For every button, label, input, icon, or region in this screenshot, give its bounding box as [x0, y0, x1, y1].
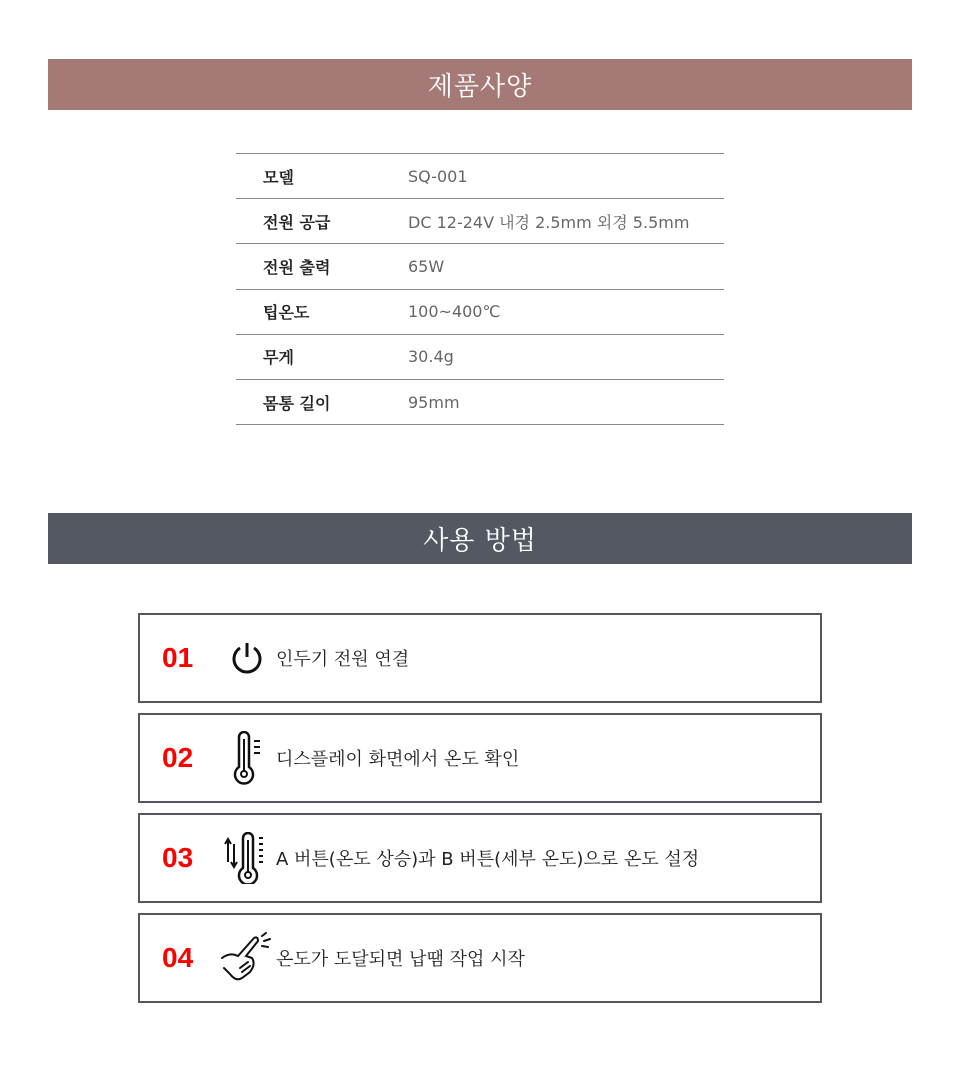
step-number: 02 [162, 742, 194, 773]
thermometer-icon [218, 731, 276, 785]
spec-label: 몸통 길이 [263, 393, 331, 413]
table-row [236, 244, 724, 289]
step-text: A 버튼(온도 상승)과 B 버튼(세부 온도)으로 온도 설정 [276, 849, 700, 870]
step-text: 온도가 도달되면 납땜 작업 시작 [276, 949, 525, 970]
table-row [236, 290, 724, 335]
usage-section-header [48, 513, 912, 564]
table-row [236, 335, 724, 380]
power-icon [218, 641, 276, 675]
step-text: 인두기 전원 연결 [276, 649, 410, 670]
spec-value: 95mm [408, 392, 460, 412]
usage-title: 사용 방법 [423, 526, 537, 556]
thermometer-adjust-icon [218, 832, 276, 884]
table-row [236, 199, 724, 244]
spec-value: DC 12-24V 내경 2.5mm 외경 5.5mm [408, 212, 690, 232]
spec-label: 전원 공급 [263, 212, 331, 232]
step-number: 03 [162, 842, 194, 873]
step-item [138, 813, 822, 903]
spec-label: 전원 출력 [263, 257, 331, 277]
step-item [138, 613, 822, 703]
spec-value: 65W [408, 256, 445, 276]
spec-title: 제품사양 [427, 72, 533, 102]
spec-value: 100~400℃ [408, 302, 501, 322]
hand-tap-icon [218, 932, 276, 984]
spec-label: 모델 [263, 167, 294, 187]
spec-table [236, 153, 724, 425]
spec-label: 무게 [263, 348, 294, 368]
spec-section-header [48, 59, 912, 110]
spec-label: 팁온도 [263, 303, 310, 323]
step-item [138, 713, 822, 803]
spec-value: SQ-001 [408, 166, 468, 186]
spec-value: 30.4g [408, 347, 454, 367]
step-number: 04 [162, 942, 194, 973]
table-row [236, 154, 724, 199]
step-text: 디스플레이 화면에서 온도 확인 [276, 749, 520, 770]
table-row [236, 380, 724, 425]
step-number: 01 [162, 642, 194, 673]
step-item [138, 913, 822, 1003]
